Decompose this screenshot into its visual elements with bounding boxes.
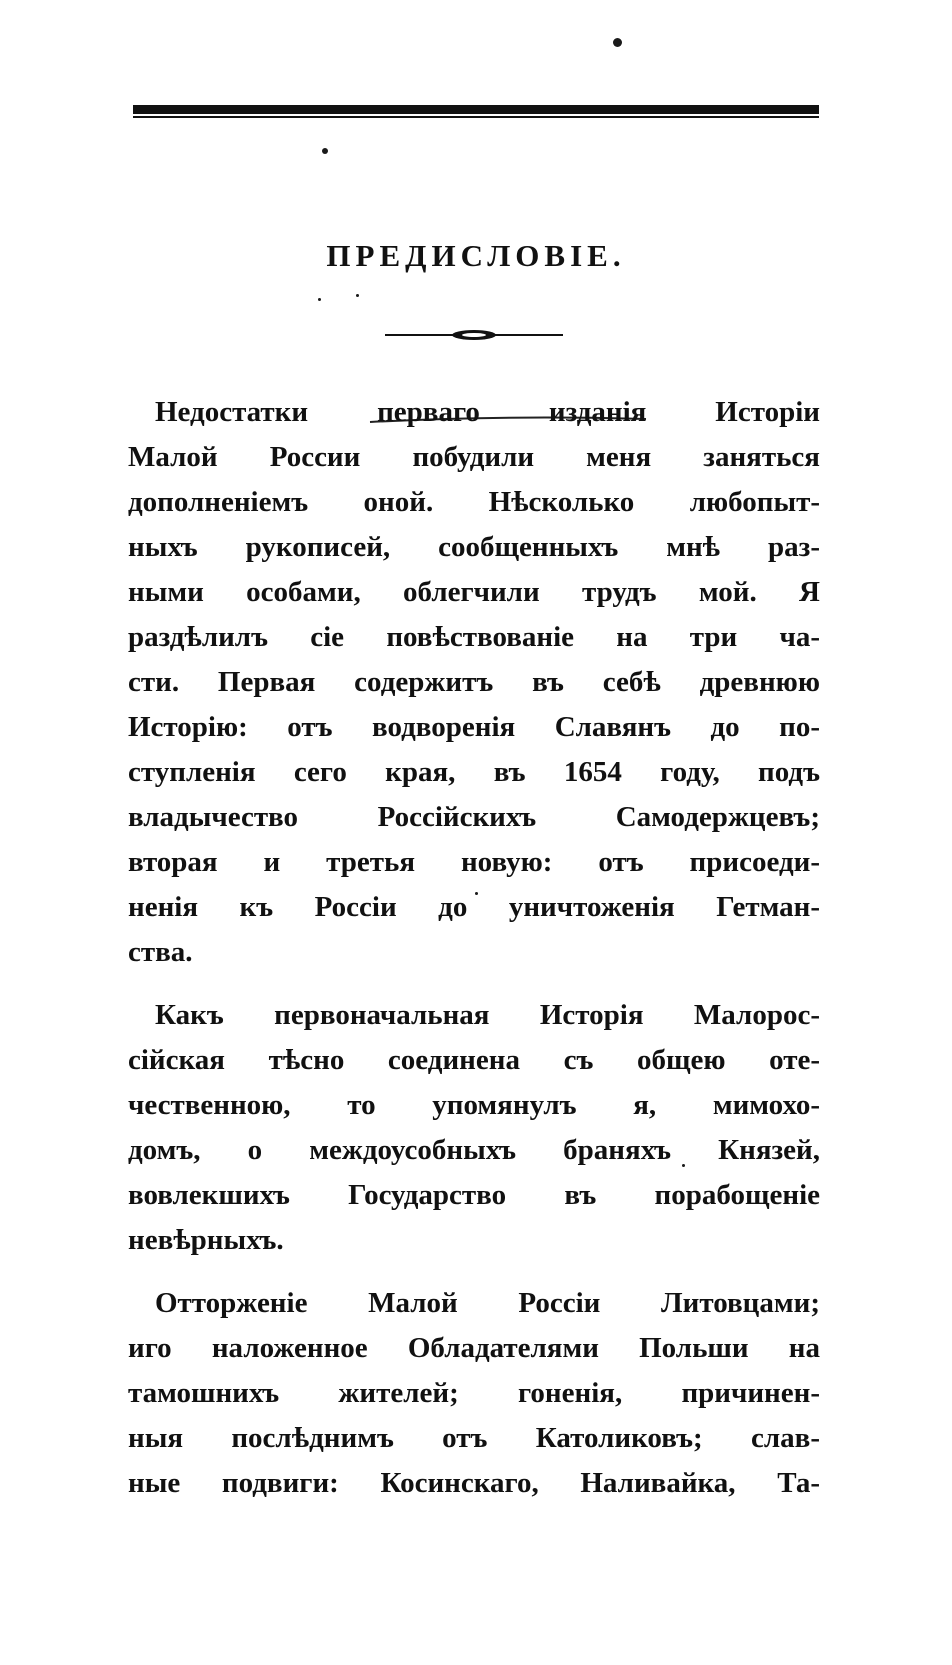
text-line: ныя послѣднимъ отъ Католиковъ; слав- [128,1422,820,1454]
text-line: дополненіемъ оной. Нѣсколько любопыт- [128,486,820,518]
paragraph-gap [128,975,820,993]
text-line: иго наложенное Обладателями Польши на [128,1332,820,1364]
text-line: владычество Россійскихъ Самодержцевъ; [128,801,820,833]
text-line: ные подвиги: Косинскаго, Наливайка, Та- [128,1467,820,1499]
text-line: Какъ первоначальная Исторія Малорос- [155,999,820,1031]
ink-speck [322,148,328,154]
body-text [128,390,820,1506]
paragraph-1 [128,390,820,975]
text-line: чественною, то упомянулъ я, мимохо- [128,1089,820,1121]
text-line: ненія къ Россіи до уничтоженія Гетман- [128,891,820,923]
header-rule-thin [133,116,819,118]
text-line: ными особами, облегчили трудъ мой. Я [128,576,820,608]
page-title: ПРЕДИСЛОВІЕ. [326,238,626,273]
text-line: сійская тѣсно соединена съ общею оте- [128,1044,820,1076]
ornament-divider [385,328,563,342]
text-line: Недостатки перваго изданія Исторіи [155,396,820,428]
header-rule-thick [133,105,819,114]
text-line: Отторженіе Малой Россіи Литовцами; [155,1287,820,1319]
text-line: раздѣлилъ сіе повѣствованіе на три ча- [128,621,820,653]
text-line: ступленія сего края, въ 1654 году, подъ [128,756,820,788]
ink-speck [356,294,359,297]
text-line: ства. [128,936,193,968]
text-line: тамошнихъ жителей; гоненія, причинен- [128,1377,820,1409]
paragraph-gap [128,1263,820,1281]
text-line: сти. Первая содержитъ въ себѣ древнюю [128,666,820,698]
text-line: домъ, о междоусобныхъ браняхъ Князей, [128,1134,820,1166]
text-line: Исторію: отъ водворенія Славянъ до по- [128,711,820,743]
text-line: вторая и третья новую: отъ присоеди- [128,846,820,878]
text-line: невѣрныхъ. [128,1224,284,1256]
text-line: ныхъ рукописей, сообщенныхъ мнѣ раз- [128,531,820,563]
paragraph-2 [128,993,820,1263]
header-rule [133,105,819,119]
text-line: вовлекшихъ Государство въ порабощеніе [128,1179,820,1211]
text-line: Малой России побудили меня заняться [128,441,820,473]
paragraph-3 [128,1281,820,1506]
ink-speck [613,38,622,47]
ink-speck [318,298,321,301]
